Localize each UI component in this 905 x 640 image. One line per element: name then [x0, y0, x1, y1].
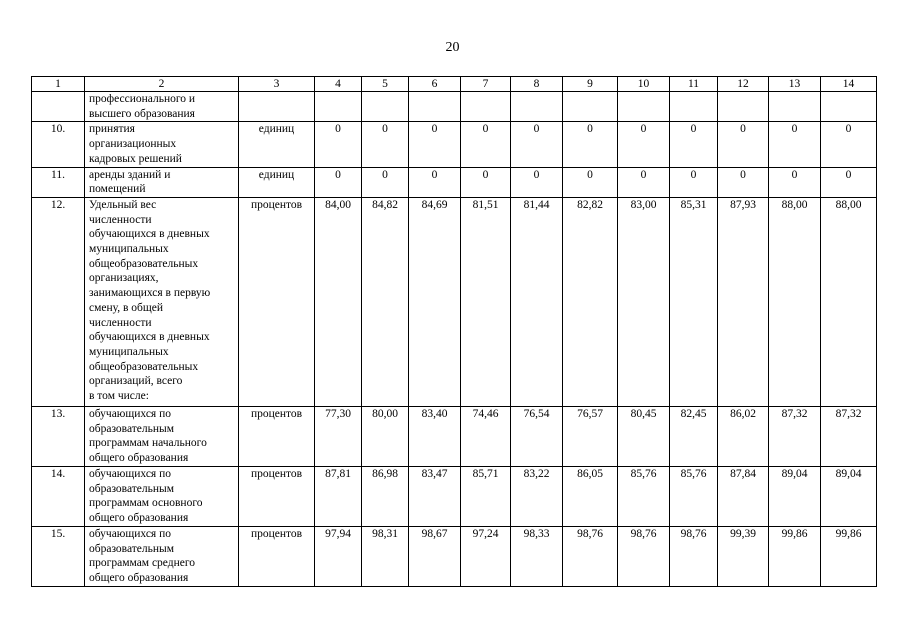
unit-cell: единиц — [239, 167, 315, 197]
indicator-name-line: Удельный вес — [89, 198, 157, 211]
value-cell: 76,57 — [563, 406, 618, 466]
value-cell: 0 — [718, 122, 769, 167]
table-row — [32, 526, 877, 586]
header-cell-7: 7 — [461, 77, 511, 92]
indicator-name-cell — [85, 92, 239, 122]
indicator-table — [31, 76, 877, 587]
indicator-name-line: обучающихся в дневных — [89, 331, 210, 344]
value-cell: 76,54 — [511, 406, 563, 466]
value-cell: 99,86 — [769, 526, 821, 586]
row-number-cell: 11. — [32, 167, 85, 197]
header-cell-5: 5 — [362, 77, 409, 92]
value-cell: 88,00 — [821, 197, 877, 406]
value-cell: 80,00 — [362, 406, 409, 466]
value-cell: 98,76 — [563, 526, 618, 586]
indicator-name-line: программам среднего — [89, 557, 196, 570]
indicator-name-line: численности — [89, 316, 152, 329]
table-row — [32, 466, 877, 526]
value-cell: 0 — [769, 122, 821, 167]
value-cell: 84,82 — [362, 197, 409, 406]
indicator-name-line: обучающихся по — [89, 527, 171, 540]
header-cell-10: 10 — [618, 77, 670, 92]
indicator-name-line: общего образования — [89, 512, 189, 525]
unit-cell: процентов — [239, 526, 315, 586]
value-cell: 0 — [718, 167, 769, 197]
header-cell-13: 13 — [769, 77, 821, 92]
value-cell: 87,84 — [718, 466, 769, 526]
value-cell: 98,33 — [511, 526, 563, 586]
value-cell — [362, 92, 409, 122]
value-cell: 0 — [821, 122, 877, 167]
indicator-name-line: обучающихся в дневных — [89, 228, 210, 241]
value-cell: 0 — [821, 167, 877, 197]
value-cell: 87,32 — [769, 406, 821, 466]
value-cell: 0 — [670, 167, 718, 197]
indicator-name-cell — [85, 526, 239, 586]
value-cell: 85,76 — [670, 466, 718, 526]
indicator-name-line: занимающихся в первую — [89, 287, 211, 300]
value-cell: 87,81 — [315, 466, 362, 526]
value-cell: 87,32 — [821, 406, 877, 466]
page-number: 20 — [445, 40, 460, 55]
value-cell: 0 — [362, 122, 409, 167]
value-cell: 83,47 — [409, 466, 461, 526]
indicator-name-line: смену, в общей — [89, 301, 164, 314]
header-cell-2: 2 — [85, 77, 239, 92]
value-cell: 97,24 — [461, 526, 511, 586]
header-cell-9: 9 — [563, 77, 618, 92]
indicator-name-line: образовательным — [89, 422, 175, 435]
value-cell: 0 — [511, 167, 563, 197]
value-cell: 98,31 — [362, 526, 409, 586]
value-cell: 82,45 — [670, 406, 718, 466]
indicator-name-line: муниципальных — [89, 243, 169, 256]
header-cell-3: 3 — [239, 77, 315, 92]
header-cell-8: 8 — [511, 77, 563, 92]
value-cell: 85,76 — [618, 466, 670, 526]
value-cell: 84,00 — [315, 197, 362, 406]
value-cell: 98,76 — [670, 526, 718, 586]
value-cell: 0 — [315, 167, 362, 197]
value-cell — [670, 92, 718, 122]
indicator-name-line: программам начального — [89, 437, 207, 450]
value-cell: 74,46 — [461, 406, 511, 466]
value-cell — [511, 92, 563, 122]
value-cell — [821, 92, 877, 122]
indicator-name-line: обучающихся по — [89, 467, 171, 480]
row-number-cell: 10. — [32, 122, 85, 167]
indicator-name-line: организационных — [89, 138, 177, 151]
row-number-cell: 14. — [32, 466, 85, 526]
table-row — [32, 167, 877, 197]
indicator-name-cell — [85, 197, 239, 406]
row-number-cell: 15. — [32, 526, 85, 586]
value-cell: 86,98 — [362, 466, 409, 526]
value-cell — [315, 92, 362, 122]
indicator-name-line: организаций, всего — [89, 375, 183, 388]
header-cell-1: 1 — [32, 77, 85, 92]
value-cell: 0 — [563, 122, 618, 167]
header-cell-12: 12 — [718, 77, 769, 92]
indicator-name-line: обучающихся по — [89, 407, 171, 420]
value-cell: 87,93 — [718, 197, 769, 406]
value-cell: 0 — [409, 122, 461, 167]
value-cell: 80,45 — [618, 406, 670, 466]
indicator-name-line: муниципальных — [89, 345, 169, 358]
indicator-name-cell — [85, 122, 239, 167]
value-cell: 98,67 — [409, 526, 461, 586]
value-cell: 0 — [769, 167, 821, 197]
value-cell: 0 — [461, 122, 511, 167]
value-cell: 83,22 — [511, 466, 563, 526]
indicator-name-line: образовательным — [89, 542, 175, 555]
value-cell: 0 — [461, 167, 511, 197]
value-cell: 86,05 — [563, 466, 618, 526]
value-cell — [563, 92, 618, 122]
table-row — [32, 406, 877, 466]
indicator-name-line: кадровых решений — [89, 152, 182, 165]
table-header-row — [32, 77, 877, 92]
indicator-name-line: численности — [89, 213, 152, 226]
indicator-name-line: высшего образования — [89, 107, 195, 120]
value-cell: 83,00 — [618, 197, 670, 406]
value-cell: 85,31 — [670, 197, 718, 406]
value-cell: 0 — [511, 122, 563, 167]
indicator-name-line: профессионального и — [89, 93, 196, 105]
row-number-cell: 12. — [32, 197, 85, 406]
indicator-name-line: программам основного — [89, 497, 203, 510]
unit-cell: процентов — [239, 406, 315, 466]
value-cell: 0 — [618, 122, 670, 167]
row-number-cell: 13. — [32, 406, 85, 466]
indicator-name-line: общего образования — [89, 452, 189, 465]
value-cell: 0 — [563, 167, 618, 197]
row-number-cell — [32, 92, 85, 122]
value-cell: 82,82 — [563, 197, 618, 406]
indicator-name-cell — [85, 466, 239, 526]
value-cell: 86,02 — [718, 406, 769, 466]
value-cell: 88,00 — [769, 197, 821, 406]
table-row — [32, 92, 877, 122]
header-cell-4: 4 — [315, 77, 362, 92]
indicator-name-line: общеобразовательных — [89, 257, 199, 270]
value-cell: 83,40 — [409, 406, 461, 466]
indicator-name-line: организациях, — [89, 272, 159, 285]
value-cell: 81,44 — [511, 197, 563, 406]
value-cell: 81,51 — [461, 197, 511, 406]
header-cell-11: 11 — [670, 77, 718, 92]
indicator-name-cell — [85, 167, 239, 197]
value-cell: 97,94 — [315, 526, 362, 586]
value-cell — [461, 92, 511, 122]
indicator-name-line: общего образования — [89, 572, 189, 585]
value-cell: 0 — [618, 167, 670, 197]
indicator-name-line: принятия — [89, 123, 135, 136]
value-cell — [618, 92, 670, 122]
indicator-name-line: в том числе: — [89, 390, 149, 403]
table-body — [32, 77, 877, 587]
value-cell — [718, 92, 769, 122]
table-row — [32, 197, 877, 406]
value-cell: 84,69 — [409, 197, 461, 406]
value-cell: 89,04 — [821, 466, 877, 526]
indicator-name-line: образовательным — [89, 482, 175, 495]
value-cell: 0 — [315, 122, 362, 167]
value-cell — [409, 92, 461, 122]
value-cell: 99,86 — [821, 526, 877, 586]
header-cell-14: 14 — [821, 77, 877, 92]
value-cell: 77,30 — [315, 406, 362, 466]
indicator-name-line: общеобразовательных — [89, 360, 199, 373]
value-cell: 89,04 — [769, 466, 821, 526]
header-cell-6: 6 — [409, 77, 461, 92]
unit-cell: единиц — [239, 122, 315, 167]
indicator-name-line: аренды зданий и — [89, 168, 171, 181]
value-cell: 85,71 — [461, 466, 511, 526]
value-cell: 0 — [670, 122, 718, 167]
value-cell: 99,39 — [718, 526, 769, 586]
unit-cell — [239, 92, 315, 122]
table-row — [32, 122, 877, 167]
unit-cell: процентов — [239, 197, 315, 406]
value-cell: 98,76 — [618, 526, 670, 586]
value-cell: 0 — [362, 167, 409, 197]
unit-cell: процентов — [239, 466, 315, 526]
indicator-name-line: помещений — [89, 183, 146, 196]
indicator-name-cell — [85, 406, 239, 466]
value-cell — [769, 92, 821, 122]
value-cell: 0 — [409, 167, 461, 197]
